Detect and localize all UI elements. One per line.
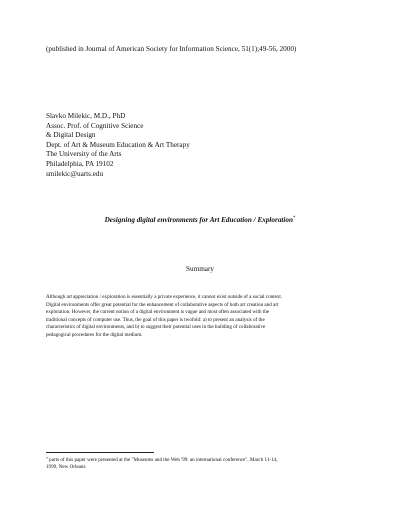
paper-title-text: Designing digital environments for Art Education / Exploration	[104, 216, 294, 224]
author-city: Philadelphia, PA 19102	[46, 159, 114, 168]
summary-heading: Summary	[186, 265, 214, 273]
abstract-line: Digital environments offer great potential for the enhancement of collaborative aspects of both art creation and art	[46, 301, 279, 308]
publication-note: (published in Journal of American Society for Information Science, 51(1);49-56, 2000)	[46, 45, 297, 53]
abstract-line: exploration. However, the current notion of a digital environment is vague and most often associated with the	[46, 309, 270, 315]
title-footnote-marker: *	[293, 216, 296, 221]
author-block	[46, 112, 190, 179]
author-name: Slavko Milekic, M.D., PhD	[46, 112, 126, 120]
abstract-line: pedagogical procedures for the digital medium.	[46, 331, 143, 338]
abstract-line: Although art appreciation / exploration is essentially a private experience, it cannot exist outside of a social context.	[46, 294, 283, 300]
abstract-line: characteristics of digital environments, and b) to suggest their potential uses in the building of collaborative	[46, 324, 266, 330]
paper-title	[0, 216, 400, 225]
footnote	[46, 457, 277, 471]
author-university: The University of the Arts	[46, 150, 122, 159]
author-department: Dept. of Art & Museum Education & Art Therapy	[46, 140, 190, 149]
abstract-line: traditional concepts of computer use. Thus, the goal of this paper is twofold: a) to present an analysis of the	[46, 316, 265, 323]
author-title-continued: & Digital Design	[46, 131, 96, 140]
footnote-line: 1999, New Orleans	[46, 464, 86, 471]
author-title: Assoc. Prof. of Cognitive Science	[46, 121, 144, 130]
footnote-divider	[46, 452, 154, 453]
footnote-line	[46, 457, 277, 464]
author-email: smilekic@uarts.edu	[46, 169, 104, 178]
abstract-paragraph	[46, 294, 356, 339]
footnote-text: parts of this paper were presented at the "Museums and the Web '99: an international conference", March 11-14,	[47, 457, 278, 463]
footnote-marker: *	[46, 457, 48, 461]
